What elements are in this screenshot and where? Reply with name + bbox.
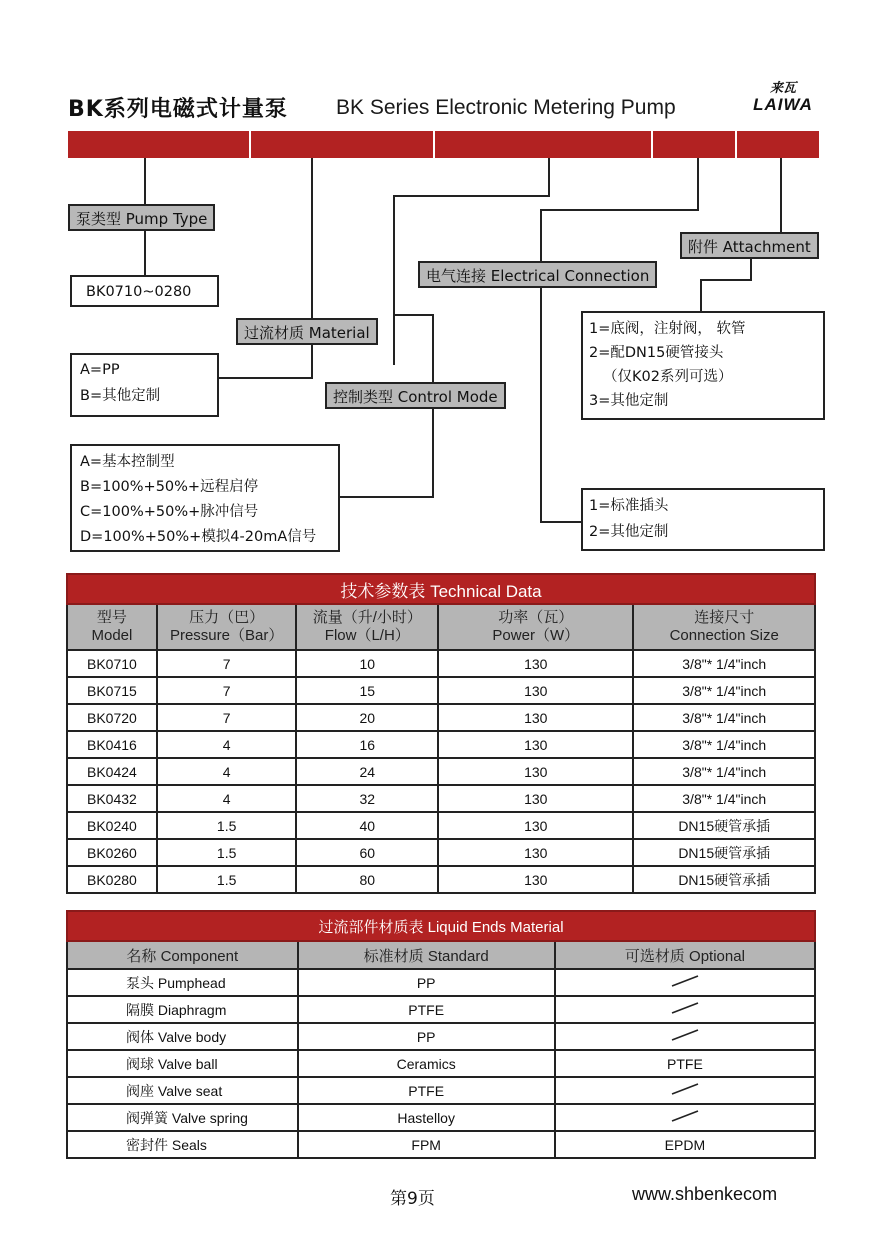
material-column-header: 名称 Component [67,941,298,969]
laiwa-logo [738,82,828,114]
table-cell: 20 [296,704,438,731]
table-cell: FPM [298,1131,555,1158]
liquid-ends-table [66,910,816,1159]
electrical-option: 2=其他定制 [589,524,669,540]
table-cell: 密封件 Seals [67,1131,298,1158]
connector-line [144,231,146,275]
table-cell: 24 [296,758,438,785]
not-applicable-slash-icon [555,1023,815,1050]
connector-line [432,409,434,497]
table-cell: 80 [296,866,438,893]
table-cell: BK0260 [67,839,157,866]
table-cell: 130 [438,839,633,866]
table-row [67,1104,815,1131]
website-url: www.shbenkecom [632,1184,778,1204]
connector-line [144,158,146,204]
connector-line [393,195,550,197]
tag-material: 过流材质 Material [236,318,378,345]
table-row [67,731,815,758]
table-cell: 3/8"* 1/4"inch [633,704,815,731]
connector-line [700,279,752,281]
table-cell: 7 [157,704,297,731]
table-cell: 1.5 [157,866,297,893]
logo-english: LAIWA [753,95,813,114]
connector-line [393,195,395,365]
title-english: BK Series Electronic Metering Pump [336,96,676,119]
control-mode-option: A=基本控制型 [80,454,175,470]
table-cell: 60 [296,839,438,866]
table-cell: 130 [438,785,633,812]
table-row [67,1023,815,1050]
table-row [67,704,815,731]
code-segment-material [251,131,433,158]
table-row [67,1050,815,1077]
table-cell: 10 [296,650,438,677]
technical-data-caption: 技术参数表 Technical Data [67,574,815,604]
tech-column-header [157,604,297,650]
header-en: Power（W） [492,627,580,644]
table-cell: BK0710 [67,650,157,677]
header-cn: 流量（升/小时） [312,609,422,626]
tag-electrical-connection: 电气连接 Electrical Connection [418,261,657,288]
connector-line [540,209,699,211]
table-cell: 阀球 Valve ball [67,1050,298,1077]
table-cell: PTFE [298,996,555,1023]
title-chinese: BK系列电磁式计量泵 [68,97,288,122]
connector-line [697,158,699,210]
table-cell: BK0720 [67,704,157,731]
table-cell: 隔膜 Diaphragm [67,996,298,1023]
table-cell: BK0240 [67,812,157,839]
not-applicable-slash-icon [555,996,815,1023]
attachment-option: 1=底阀，注射阀， 软管 [589,321,746,337]
header-en: Pressure（Bar） [169,627,284,644]
table-cell: 130 [438,650,633,677]
logo-chinese: 来瓦 [769,81,796,96]
table-row [67,812,815,839]
table-cell: DN15硬管承插 [633,812,815,839]
header-en: Flow（L/H） [324,627,410,644]
table-cell: BK0424 [67,758,157,785]
not-applicable-slash-icon [555,1104,815,1131]
table-cell: 130 [438,731,633,758]
table-row [67,866,815,893]
table-cell: 16 [296,731,438,758]
connector-line [700,279,702,312]
table-cell: 7 [157,650,297,677]
header-cn: 压力（巴） [189,609,265,626]
connector-line [311,345,313,378]
tag-attachment: 附件 Attachment [680,232,819,259]
table-cell: 130 [438,758,633,785]
connector-line [311,158,313,318]
table-cell: BK0715 [67,677,157,704]
table-cell: PP [298,1023,555,1050]
table-cell: 阀弹簧 Valve spring [67,1104,298,1131]
material-options-box [70,353,219,417]
table-cell: 3/8"* 1/4"inch [633,785,815,812]
tech-column-header [67,604,157,650]
technical-data-table [66,573,816,894]
table-cell: 泵头 Pumphead [67,969,298,996]
material-option: B=其他定制 [80,388,161,404]
table-row [67,785,815,812]
control-mode-option: C=100%+50%+脉冲信号 [80,504,259,520]
connector-line [219,377,313,379]
pump-type-value: BK0710~0280 [86,284,192,300]
attachment-option: 2=配DN15硬管接头 [589,345,724,361]
page-number: 第9页 [390,1189,435,1209]
not-applicable-slash-icon [555,969,815,996]
code-segment-pump-type [68,131,249,158]
attachment-option: 3=其他定制 [589,393,669,409]
table-cell: 1.5 [157,839,297,866]
attachment-options-box [581,311,825,420]
table-cell: 4 [157,758,297,785]
table-cell: 40 [296,812,438,839]
table-cell: 4 [157,785,297,812]
header-cn: 型号 [96,609,127,626]
tech-column-header [296,604,438,650]
electrical-option: 1=标准插头 [589,498,669,514]
not-applicable-slash-icon [555,1077,815,1104]
attachment-option: （仅K02系列可选） [603,369,733,385]
table-cell: BK0280 [67,866,157,893]
table-cell: 130 [438,812,633,839]
table-cell: 32 [296,785,438,812]
connector-line [340,496,434,498]
material-option: A=PP [80,362,120,378]
table-row [67,677,815,704]
tech-column-header [438,604,633,650]
connector-line [432,314,434,382]
connector-line [548,158,550,196]
table-cell: DN15硬管承插 [633,866,815,893]
table-cell: 15 [296,677,438,704]
connector-line [393,314,433,316]
table-cell: 阀座 Valve seat [67,1077,298,1104]
table-cell: PP [298,969,555,996]
material-column-header: 可选材质 Optional [555,941,815,969]
pump-type-value-box [70,275,219,307]
header-en: Model [91,627,133,644]
connector-line [540,521,582,523]
table-cell: 3/8"* 1/4"inch [633,758,815,785]
table-cell: DN15硬管承插 [633,839,815,866]
table-row [67,650,815,677]
table-cell: 1.5 [157,812,297,839]
table-row [67,969,815,996]
table-row [67,1077,815,1104]
connector-line [780,158,782,232]
tag-pump-type: 泵类型 Pump Type [68,204,215,231]
table-cell: PTFE [555,1050,815,1077]
header-en: Connection Size [669,627,779,644]
header-cn: 功率（瓦） [498,609,574,626]
tech-column-header [633,604,815,650]
liquid-ends-caption: 过流部件材质表 Liquid Ends Material [67,911,815,941]
table-cell: 130 [438,866,633,893]
table-cell: Ceramics [298,1050,555,1077]
table-cell: PTFE [298,1077,555,1104]
table-cell: EPDM [555,1131,815,1158]
table-cell: 4 [157,731,297,758]
control-mode-option: D=100%+50%+模拟4-20mA信号 [80,529,317,545]
connector-line [540,209,542,261]
table-cell: BK0416 [67,731,157,758]
table-cell: 130 [438,677,633,704]
control-mode-option: B=100%+50%+远程启停 [80,479,259,495]
connector-line [750,259,752,280]
code-segment-control [435,131,651,158]
table-cell: 130 [438,704,633,731]
table-row [67,839,815,866]
table-cell: BK0432 [67,785,157,812]
table-row [67,758,815,785]
table-cell: 3/8"* 1/4"inch [633,731,815,758]
code-segment-attachment [737,131,819,158]
tag-control-mode: 控制类型 Control Mode [325,382,506,409]
code-segment-electrical [653,131,735,158]
electrical-options-box [581,488,825,551]
material-column-header: 标准材质 Standard [298,941,555,969]
table-cell: 阀体 Valve body [67,1023,298,1050]
table-cell: 3/8"* 1/4"inch [633,677,815,704]
table-cell: Hastelloy [298,1104,555,1131]
header-cn: 连接尺寸 [694,609,755,626]
table-cell: 3/8"* 1/4"inch [633,650,815,677]
table-row [67,1131,815,1158]
table-cell: 7 [157,677,297,704]
connector-line [540,288,542,522]
table-row [67,996,815,1023]
control-mode-options-box [70,444,340,552]
